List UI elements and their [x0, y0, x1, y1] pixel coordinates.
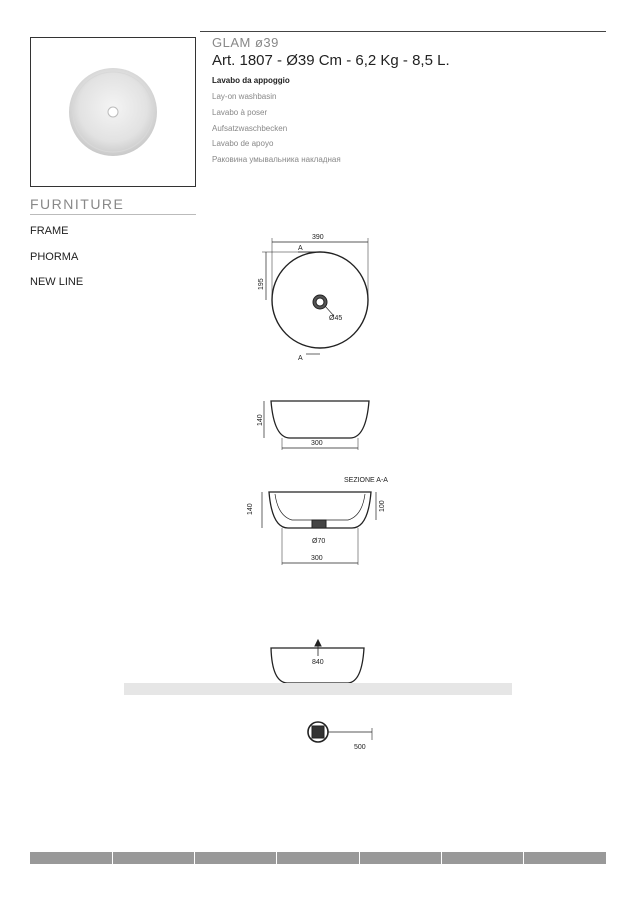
- dim-width: 390: [312, 234, 324, 241]
- desc-ru: Раковина умывальника накладная: [212, 155, 341, 164]
- dim-side-height: 140: [257, 414, 264, 426]
- section-mark-bottom: A: [298, 355, 303, 362]
- section-mark-top: A: [298, 245, 303, 252]
- dim-section-base: 300: [311, 555, 323, 562]
- desc-es: Lavabo de apoyo: [212, 139, 274, 148]
- link-phorma[interactable]: PHORMA: [30, 251, 79, 263]
- dim-side-base: 300: [311, 440, 323, 447]
- footer-divider: [112, 852, 113, 864]
- product-article: Art. 1807 - Ø39 Cm - 6,2 Kg - 8,5 L.: [212, 52, 450, 69]
- footer-divider: [441, 852, 442, 864]
- footer-divider: [276, 852, 277, 864]
- dim-section-height: 140: [247, 503, 254, 515]
- dim-section-drain: Ø70: [312, 538, 326, 545]
- footer-divider: [194, 852, 195, 864]
- footer-bar: [30, 852, 606, 864]
- side-view: [257, 401, 369, 450]
- countertop: [124, 683, 512, 695]
- dim-half: 195: [258, 278, 265, 290]
- section-label: SEZIONE A-A: [344, 477, 388, 484]
- dim-section-depth: 100: [379, 500, 386, 512]
- desc-it: Lavabo da appoggio: [212, 76, 290, 85]
- desc-de: Aufsatzwaschbecken: [212, 124, 288, 133]
- desc-en: Lay-on washbasin: [212, 92, 277, 101]
- dim-drain: Ø45: [329, 315, 343, 322]
- top-view: [258, 234, 368, 362]
- footer-divider: [523, 852, 524, 864]
- link-frame[interactable]: FRAME: [30, 225, 69, 237]
- footer-divider: [359, 852, 360, 864]
- installation-view: [271, 640, 364, 683]
- drain-detail: [308, 722, 372, 751]
- section-view: [247, 477, 388, 565]
- dim-install-height: 840: [312, 659, 324, 666]
- link-new-line[interactable]: NEW LINE: [30, 276, 84, 288]
- desc-fr: Lavabo à poser: [212, 108, 268, 117]
- dim-install-offset: 500: [354, 744, 366, 751]
- furniture-heading: FURNITURE: [30, 196, 125, 212]
- product-title: GLAM ø39: [212, 35, 279, 50]
